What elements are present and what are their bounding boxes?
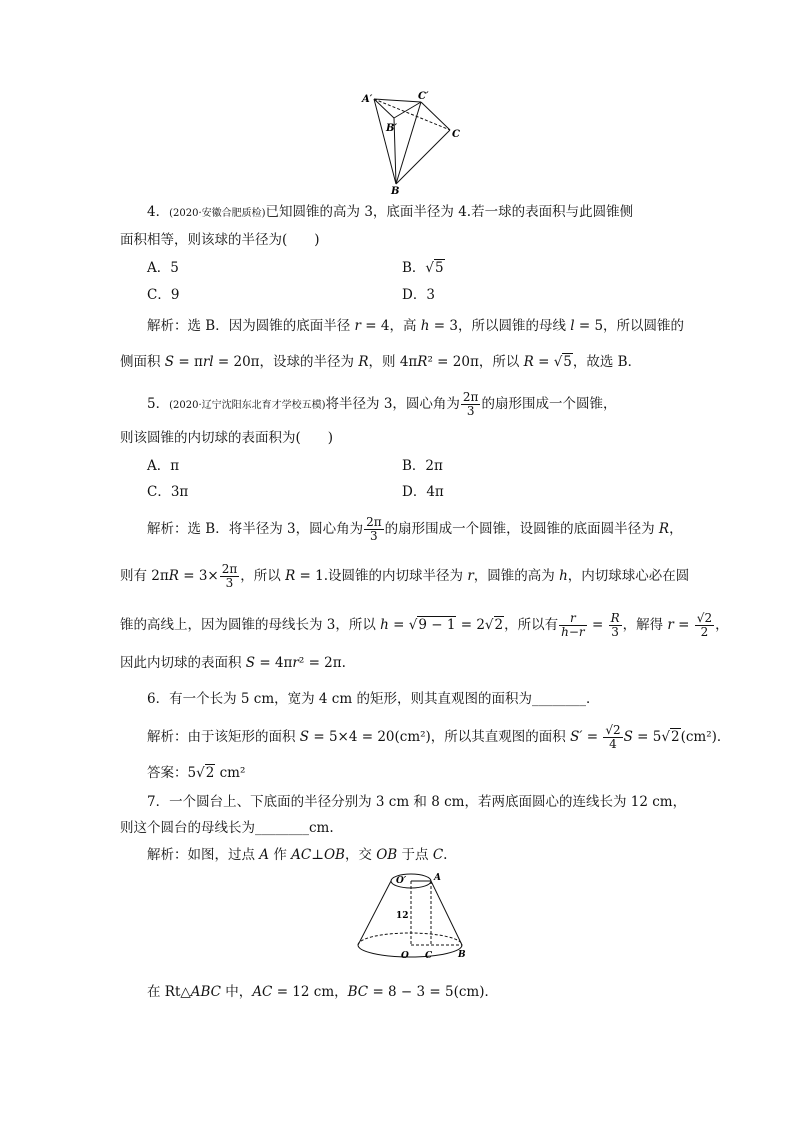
q5-solution-line1: 解析：选 B．将半径为 3，圆心角为 $\frac{2\pi}{3}$ 的扇形围成一个圆锥，设圆锥的底面圆半径为 R，: [147, 515, 683, 543]
label-c: C: [425, 951, 433, 961]
q7-solution-line2: 在 Rt△ABC 中，AC = 12 cm，BC = 8 − 3 = 5(cm)．: [147, 984, 499, 1000]
q4-option-c: C．9: [147, 287, 180, 303]
q6-answer: 答案：5√2 cm²: [147, 765, 246, 781]
q5-angle-fraction: $\frac{2\pi}{3}$: [462, 390, 479, 418]
q5-stem-line2: 则该圆锥的内切球的表面积为( ): [120, 430, 334, 446]
label-o: O: [401, 951, 409, 961]
q4-solution-line1: 解析：选 B．因为圆锥的底面半径 r = 4，高 h = 3，所以圆锥的母线 l = 5，所以圆锥的: [147, 318, 685, 334]
q5-option-d: D．4π: [402, 484, 444, 500]
edge-c1-c: [421, 102, 450, 130]
q4-option-b: B．√5: [402, 260, 444, 276]
q7-stem-line1: 7．一个圆台上、下底面的半径分别为 3 cm 和 8 cm，若两底面圆心的连线长为 12 cm，: [147, 794, 687, 810]
q5-solution-line3: 锥的高线上，因为圆锥的母线长为 3，所以 h = √9 − 1 = 2√2，所以有 $\frac{r}{h-r}$ = $\frac{R}{3}$ ，解得 r = $\frac{√2}{2}$ ，: [120, 611, 729, 639]
q5-solution-line2: 则有 2πR = 3× $\frac{2\pi}{3}$ ，所以 R = 1.设圆锥的内切球半径为 r，圆锥的高为 h，内切球球心必在圆: [120, 562, 690, 590]
q6-solution: 解析：由于该矩形的面积 S = 5×4 = 20(cm²)，所以其直观图的面积 S′ = $\frac{√2}{4}$ S = 5√2(cm²)．: [147, 723, 731, 751]
edge-a1-b: [374, 99, 396, 184]
q6-stem: 6．有一个长为 5 cm，宽为 4 cm 的矩形，则其直观图的面积为________．: [147, 691, 600, 707]
bottom-ellipse-back: [358, 933, 462, 945]
frustum-figure: [348, 870, 474, 970]
edge-a1-b1: [374, 99, 394, 118]
q4-stem-line1: 4．(2020·安徽合肥质检)已知圆锥的高为 3，底面半径为 4.若一球的表面积与此圆锥侧: [147, 204, 634, 220]
q5-stem-line1: 5．(2020·辽宁沈阳东北育才学校五模)将半径为 3，圆心角为 $\frac{2\pi}{3}$ 的扇形围成一个圆锥，: [147, 390, 617, 418]
q5-solution-line4: 因此内切球的表面积 S = 4πr² = 2π.: [120, 655, 346, 671]
q5-option-c: C．3π: [147, 484, 189, 500]
right-slant: [431, 881, 462, 945]
label-b: B: [391, 186, 400, 196]
left-slant: [358, 881, 391, 945]
q7-stem-line2: 则这个圆台的母线长为________cm.: [120, 820, 334, 836]
q5-option-b: B．2π: [402, 458, 443, 474]
label-c1: C′: [418, 91, 429, 102]
tetrahedron-figure: [355, 88, 470, 196]
label-b: B: [458, 950, 466, 960]
q4-stem-line2: 面积相等，则该球的半径为( ): [120, 232, 320, 248]
label-c: C: [452, 129, 460, 140]
q4-option-d: D．3: [402, 287, 435, 303]
q5-option-a: A．π: [147, 458, 180, 474]
q4-solution-line2: 侧面积 S = πrl = 20π，设球的半径为 R，则 4πR² = 20π，所以 R = √5，故选 B．: [120, 354, 642, 370]
bottom-ellipse-front: [358, 945, 462, 957]
label-b1: B′: [386, 123, 398, 134]
q4-option-a: A．5: [147, 260, 179, 276]
label-a1: A′: [362, 94, 373, 105]
label-o1: O′: [396, 876, 407, 886]
label-12: 12: [396, 911, 409, 921]
label-a: A: [434, 873, 441, 883]
q7-solution-line1: 解析：如图，过点 A 作 AC⊥OB，交 OB 于点 C.: [147, 847, 448, 863]
